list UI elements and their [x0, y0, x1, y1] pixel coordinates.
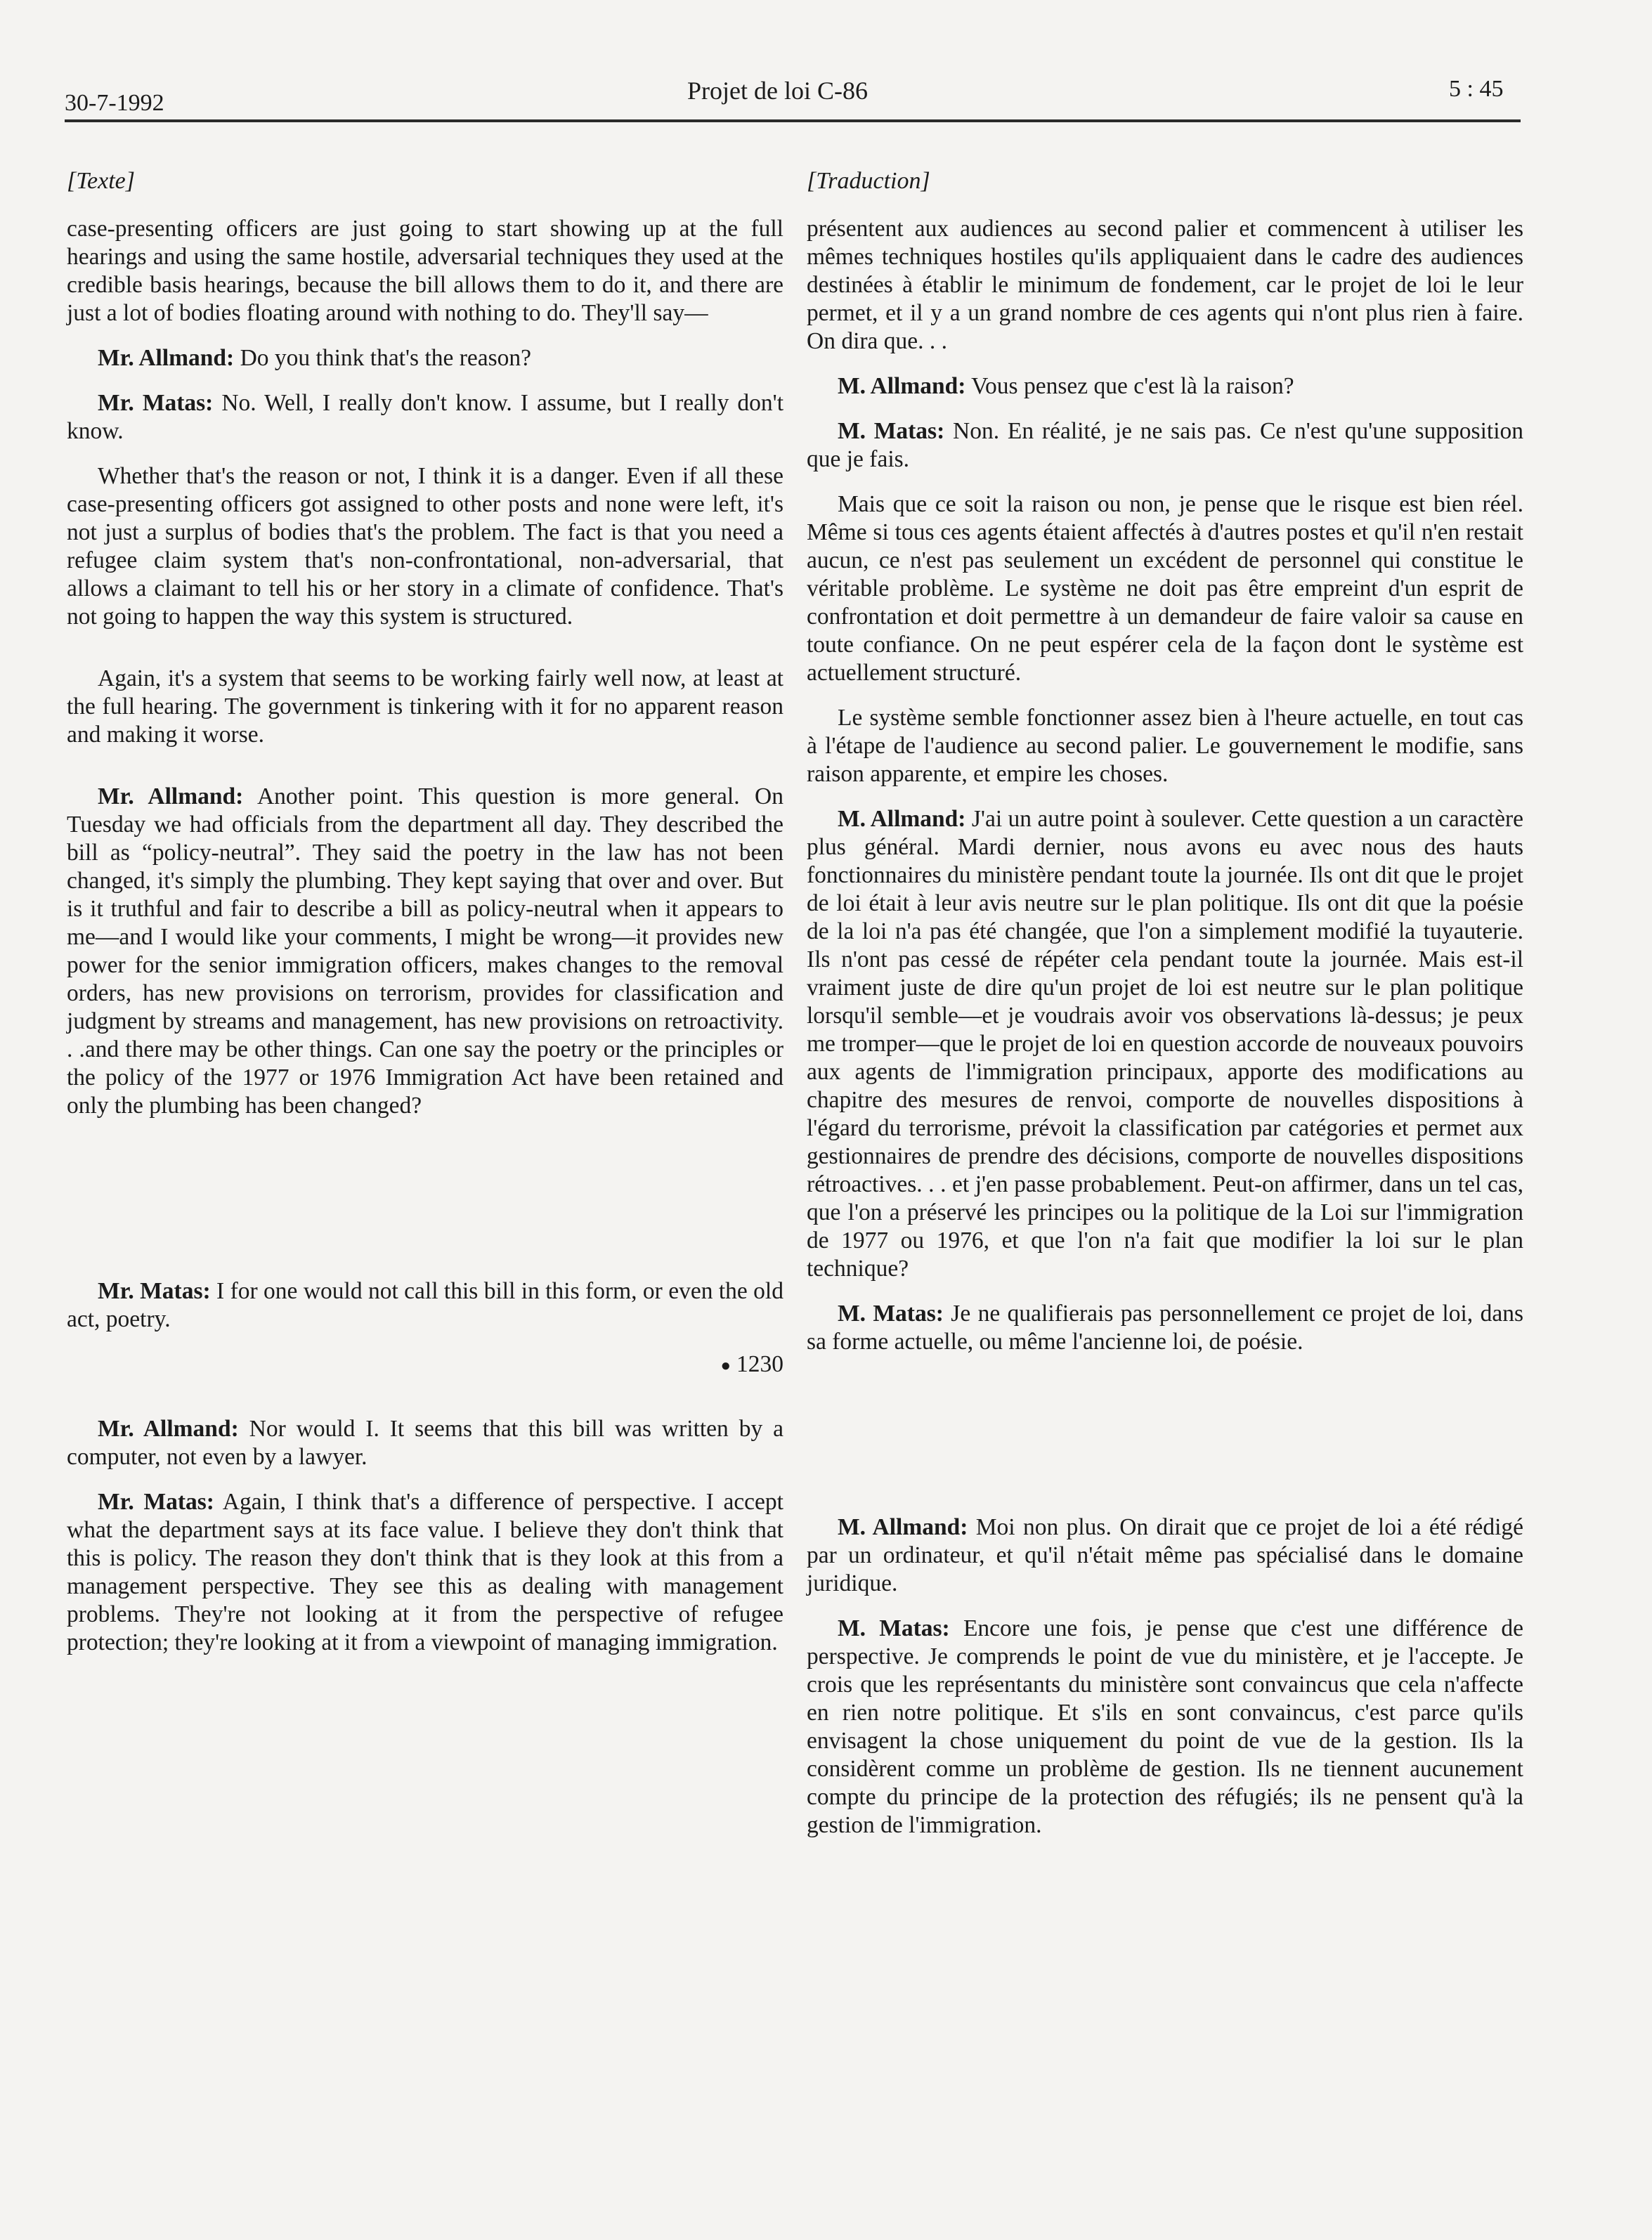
- paragraph: [67, 1488, 783, 1657]
- speech-text: Encore une fois, je pense que c'est une différence de perspective. Je comprends le point de vue du ministère, et je l'accepte. Je crois que les représentants du ministère sont convaincus que cela n'affecte en rien notre politique. Et s'ils en sont convaincus, c'est parce qu'ils envisagent la chose uniquement du point de vue de la gestion. Ils la considèrent comme un problème de gestion. Ils ne tiennent aucunement compte du principe de la protection des réfugiés; ils ne pensent qu'à la gestion de l'immigration.: [807, 1615, 1523, 1838]
- speech-text: J'ai un autre point à soulever. Cette question a un caractère plus général. Mardi dernier, nous avons eu avec nous des hauts fonctionnaires du ministère pendant toute la journée. Ils ont dit que le projet de loi était à leur avis neutre sur le plan politique. Ils ont dit que la poésie de la loi n'a pas été changée, que l'on a simplement modifié la tuyauterie. Ils n'ont pas cessé de répéter cela pendant toute la journée. Mais est-il vraiment juste de dire qu'un projet de loi est neutre sur le plan politique lorsqu'il semble—et je voudrais avoir vos observations là-dessus; je peux me tromper—que le projet de loi en question accorde de nouveaux pouvoirs aux agents de l'immigration principaux, apporte des modifications au chapitre des mesures de renvoi, comporte de nouvelles dispositions à l'égard du terrorisme, prévoit la classification par catégories et permet aux gestionnaires de prendre des décisions, comporte de nouvelles dispositions rétroactives. . . et j'en passe probablement. Peut-on affirmer, dans un tel cas, que l'on a préservé les principes ou la politique de la Loi sur l'immigration de 1977 ou 1976, et que l'on n'a fait que modifier la loi sur le plan technique?: [807, 806, 1523, 1282]
- french-column: [807, 167, 1523, 1856]
- speaker-name: M. Allmand:: [838, 806, 966, 832]
- speech-text: Again, I think that's a difference of perspective. I accept what the department says at its face value. I believe they don't think that this is policy. The reason they don't think that is they look at this from a management perspective. They see this as dealing with management problems. They're not looking at it from the perspective of refugee protection; they're looking at it from a viewpoint of managing immigration.: [67, 1489, 783, 1656]
- english-column: [67, 167, 783, 1674]
- paragraph: [67, 783, 783, 1120]
- speech-text: Another point. This question is more general. On Tuesday we had officials from the department all day. They described the bill as “policy-neutral”. They said the poetry in the law has not been changed, it's simply the plumbing. They kept saying that over and over. But is it truthful and fair to describe a bill as policy-neutral when it appears to me—and I would like your comments, I might be wrong—it provides new power for the senior immigration officers, makes changes to the removal orders, has new provisions on terrorism, provides for classification and judgment by streams and management, has new provisions on retroactivity. . .and there may be other things. Can one say the poetry or the principles or the policy of the 1977 or 1976 Immigration Act have been retained and only the plumbing has been changed?: [67, 783, 784, 1119]
- speech-text: Moi non plus. On dirait que ce projet de loi a été rédigé par un ordinateur, et qu'il n'était même pas spécialisé dans le domaine juridique.: [807, 1514, 1523, 1596]
- speaker-name: M. Matas:: [838, 1301, 944, 1327]
- paragraph: [807, 372, 1523, 401]
- paragraph: [807, 805, 1523, 1283]
- speech-text: Vous pensez que c'est là la raison?: [965, 373, 1294, 399]
- bullet-icon: ●: [720, 1357, 731, 1376]
- paragraph: [807, 417, 1523, 474]
- paragraph: présentent aux audiences au second palier et commencent à utiliser les mêmes techniques hostiles qu'ils appliquaient dans le cadre des audiences destinées à établir le minimum de fondement, car le projet de loi le leur permet, et il y a un grand nombre de ces agents qui n'ont plus rien à faire. On dira que. . .: [807, 216, 1523, 354]
- paragraph: [67, 344, 783, 372]
- paragraph: case-presenting officers are just going to start showing up at the full hearings and using the same hostile, adversarial techniques they used at the credible basis hearings, because the bill allows them to do it, and there are just a lot of bodies floating around with nothing to do. They'll say—: [67, 216, 783, 326]
- speaker-name: Mr. Matas:: [98, 390, 214, 416]
- spacer: [67, 766, 783, 783]
- paragraph: [807, 1300, 1523, 1356]
- speech-text: Non. En réalité, je ne sais pas. Ce n'est qu'une supposition que je fais.: [807, 418, 1524, 472]
- speaker-name: Mr. Allmand:: [98, 783, 244, 809]
- paragraph: [67, 1277, 783, 1334]
- paragraph: [807, 1615, 1523, 1839]
- speech-text: Do you think that's the reason?: [234, 345, 532, 371]
- speaker-name: Mr. Allmand:: [98, 1416, 239, 1443]
- speaker-name: Mr. Matas:: [98, 1278, 211, 1304]
- speaker-name: M. Allmand:: [838, 373, 966, 399]
- header-rule: [65, 119, 1521, 122]
- column-tag: [Texte]: [67, 168, 135, 194]
- speaker-name: M. Matas:: [838, 418, 945, 444]
- speaker-name: Mr. Matas:: [98, 1489, 214, 1516]
- speech-text: No. Well, I really don't know. I assume, but I really don't know.: [67, 390, 783, 444]
- speaker-name: M. Matas:: [838, 1615, 950, 1641]
- speech-text: Je ne qualifierais pas personnellement ce projet de loi, dans sa forme actuelle, ou même l'ancienne loi, de poésie.: [807, 1301, 1523, 1355]
- speaker-name: Mr. Allmand:: [98, 345, 235, 371]
- paragraph: [67, 1415, 783, 1471]
- header-date: 30-7-1992: [65, 90, 164, 116]
- time-marker-text: 1230: [736, 1351, 783, 1377]
- paragraph: Again, it's a system that seems to be working fairly well now, at least at the full hearing. The government is tinkering with it for no apparent reason and making it worse.: [67, 665, 783, 748]
- paragraph: Whether that's the reason or not, I think it is a danger. Even if all these case-presenting officers got assigned to other posts and none were left, it's not just a surplus of bodies that's the problem. The fact is that you need a refugee claim system that's non-confrontational, non-adversarial, that allows a claimant to tell his or her story in a climate of confidence. That's not going to happen the way this system is structured.: [67, 463, 783, 630]
- header-title: Projet de loi C-86: [687, 77, 868, 105]
- time-marker: [67, 1350, 783, 1380]
- paragraph: [807, 1513, 1523, 1598]
- paragraph: Mais que ce soit la raison ou non, je pense que le risque est bien réel. Même si tous ces agents étaient affectés à d'autres postes et qu'il n'en restait aucun, ce n'est pas seulement un excédent de personnel qui constitue le véritable problème. Le système ne doit pas être empreint d'un esprit de confrontation et doit permettre à un demandeur de faire valoir sa cause en toute confiance. On ne peut espérer cela de la façon dont le système est actuellement structuré.: [807, 491, 1523, 686]
- header-page-number: 5 : 45: [1449, 76, 1504, 102]
- spacer: [67, 648, 783, 665]
- speech-text: Nor would I. It seems that this bill was written by a computer, not even by a lawyer.: [67, 1416, 783, 1471]
- speaker-name: M. Allmand:: [838, 1514, 968, 1540]
- spacer: [67, 1137, 783, 1277]
- spacer: [807, 1373, 1523, 1513]
- column-tag: [Traduction]: [807, 168, 930, 194]
- paragraph: Le système semble fonctionner assez bien à l'heure actuelle, en tout cas à l'étape de l'audience au second palier. Le gouvernement le modifie, sans raison apparente, et empire les choses.: [807, 705, 1523, 787]
- paragraph: [67, 389, 783, 445]
- speech-text: I for one would not call this bill in this form, or even the old act, poetry.: [67, 1278, 783, 1332]
